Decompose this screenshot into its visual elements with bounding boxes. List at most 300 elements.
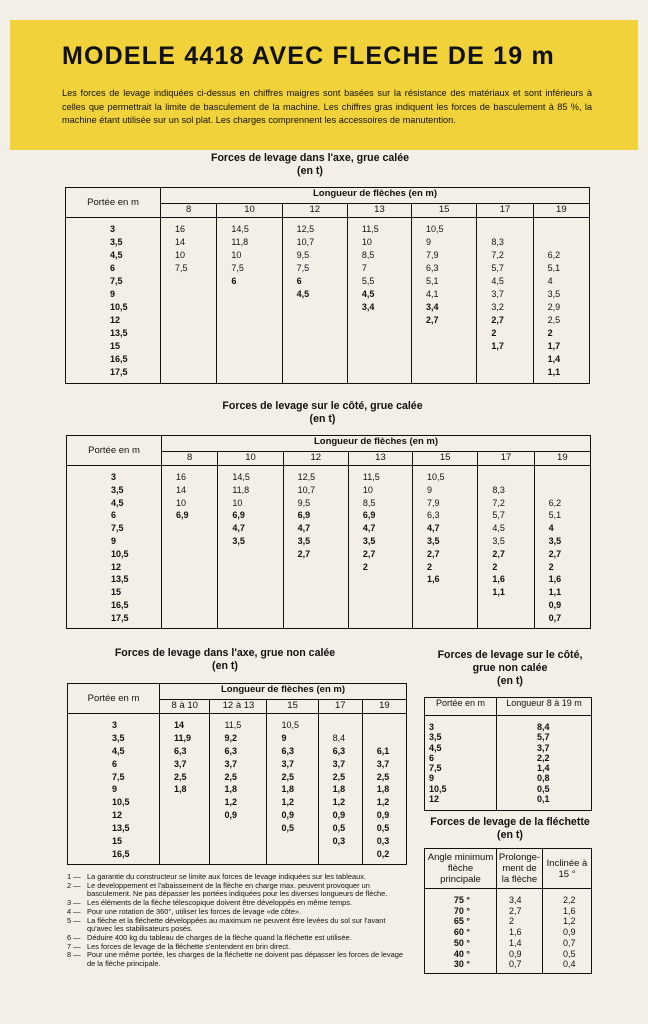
value-cell <box>318 720 362 733</box>
porte-cell: 3,5 <box>66 237 161 250</box>
value-cell: 6 <box>282 276 347 289</box>
table-row <box>66 276 590 289</box>
footnote-number: 3 — <box>67 898 81 908</box>
value-cell <box>162 536 218 549</box>
value-cell: 2,7 <box>413 549 478 562</box>
table-row <box>425 784 592 794</box>
table2-title <box>160 400 485 426</box>
value-cell: 6,3 <box>318 746 362 759</box>
value-cell: 1,7 <box>477 341 533 354</box>
table-row <box>68 746 407 759</box>
value-cell: 7 <box>347 263 411 276</box>
footnote-text: La garantie du constructeur se limite aux forces de levage indiquées sur les tableaux. <box>87 872 366 881</box>
porte-cell: 3 <box>67 472 162 485</box>
value-cell: 3,5 <box>534 536 590 549</box>
table-row <box>67 600 591 613</box>
footnote-number: 1 — <box>67 872 81 881</box>
value-cell: 6,9 <box>283 510 348 523</box>
table2-title-line2: (en t) <box>309 413 336 425</box>
footnote-number: 6 — <box>67 932 81 942</box>
table-row <box>425 949 592 960</box>
value-cell: 0,5 <box>318 823 362 836</box>
value-cell: 0,9 <box>534 600 590 613</box>
table-row <box>67 472 591 485</box>
value-cell <box>217 302 282 315</box>
prolongement-header: Prolonge- ment de la flèche <box>497 849 543 889</box>
table-row <box>68 836 407 849</box>
footnote-text: Pour une même portée, les charges de la fléchette ne doivent pas dépasser les forces de levage de la flèche principale. <box>87 950 403 969</box>
value-cell: 2,5 <box>210 772 267 785</box>
table-row <box>425 916 592 927</box>
value-cell: 1,6 <box>478 574 534 587</box>
porte-cell: 3 <box>66 224 161 237</box>
column-header: 12 <box>282 204 347 218</box>
value-cell <box>162 523 218 536</box>
porte-cell: 15 <box>66 341 161 354</box>
value-cell: 1,2 <box>362 797 406 810</box>
column-header: 15 <box>267 700 318 714</box>
value-cell: 2 <box>478 562 534 575</box>
value-cell: 11,5 <box>347 224 411 237</box>
value-cell: 14 <box>174 720 185 730</box>
value-cell: 3,7 <box>210 759 267 772</box>
footnote-text: Les éléments de la flèche télescopique doivent être développés en même temps. <box>87 898 352 908</box>
value-cell <box>162 587 218 600</box>
value-cell <box>412 354 477 367</box>
value-cell <box>282 302 347 315</box>
table1-title-line2: (en t) <box>297 165 323 177</box>
porte-cell: 9 <box>425 773 497 783</box>
value-cell: 4,7 <box>283 523 348 536</box>
value-cell <box>162 562 218 575</box>
value-cell: 3,7 <box>174 758 187 769</box>
value-cell: 4,7 <box>413 523 478 536</box>
value-cell <box>362 720 406 733</box>
value-cell: 3,7 <box>318 759 362 772</box>
value-cell: 6,3 <box>174 745 187 756</box>
table4-title-line3: (en t) <box>497 675 523 687</box>
column-header: 17 <box>477 204 533 218</box>
value-cell: 6,9 <box>348 510 412 523</box>
value-cell: 2 <box>348 562 412 575</box>
value-cell: 2 <box>534 562 590 575</box>
table-row <box>68 733 407 746</box>
value-cell <box>217 354 282 367</box>
value-cell <box>210 836 267 849</box>
porte-cell: 4,5 <box>67 498 162 511</box>
value-cell: 3,4 <box>347 302 411 315</box>
value-cell: 7,2 <box>477 250 533 263</box>
porte-cell: 16,5 <box>66 354 161 367</box>
value-cell: 4,7 <box>348 523 412 536</box>
value-cell <box>283 613 348 626</box>
footnote-text: Les forces de levage de la fléchette s'entendent en brin direct. <box>87 941 291 951</box>
value-cell: 5,7 <box>537 732 550 743</box>
value-cell <box>160 836 210 849</box>
value-cell: 1,8 <box>318 784 362 797</box>
column-header: 10 <box>218 452 283 466</box>
value-cell <box>478 600 534 613</box>
porte-cell: 13,5 <box>68 823 160 836</box>
value-cell: 2,2 <box>537 752 550 763</box>
value-cell: 9,2 <box>210 733 267 746</box>
table-row <box>425 753 592 763</box>
table-row <box>67 613 591 626</box>
value-cell: 2,7 <box>348 549 412 562</box>
value-cell: 1,8 <box>267 784 318 797</box>
value-cell <box>160 810 210 823</box>
value-cell: 1,2 <box>267 797 318 810</box>
footnote-number: 2 — <box>67 880 81 890</box>
table-row <box>68 797 407 810</box>
value-cell <box>282 328 347 341</box>
table4 <box>424 697 592 811</box>
porte-cell: 7,5 <box>68 772 160 785</box>
value-cell: 4 <box>533 276 589 289</box>
value-cell: 2 <box>413 562 478 575</box>
table-row <box>425 889 592 906</box>
value-cell: 1,7 <box>533 341 589 354</box>
value-cell: 14 <box>175 237 186 247</box>
table-row <box>67 485 591 498</box>
value-cell: 4,7 <box>218 523 283 536</box>
porte-cell: 3,5 <box>67 485 162 498</box>
table-row <box>66 328 590 341</box>
column-header: 8 à 10 <box>160 700 210 714</box>
value-cell: 7,5 <box>175 263 188 273</box>
value-cell: 10 <box>347 237 411 250</box>
title-banner <box>10 20 638 150</box>
value-cell <box>162 613 218 626</box>
value-cell: 4,5 <box>347 289 411 302</box>
porte-header: Portée en m <box>425 698 497 716</box>
porte-cell: 12 <box>68 810 160 823</box>
value-cell <box>282 354 347 367</box>
value-cell <box>217 328 282 341</box>
table-row <box>425 763 592 773</box>
value-cell: 4,5 <box>477 276 533 289</box>
value-cell <box>282 315 347 328</box>
value-cell: 11,9 <box>174 732 192 743</box>
column-header: 12 <box>283 452 348 466</box>
value-cell <box>283 574 348 587</box>
footnote-item <box>67 882 409 899</box>
value-cell: 4,5 <box>282 289 347 302</box>
table-row <box>67 523 591 536</box>
table4-title-line1: Forces de levage sur le côté, <box>437 649 583 661</box>
value-cell <box>282 367 347 380</box>
value-cell <box>161 302 217 315</box>
value-cell: 0,3 <box>318 836 362 849</box>
inclinee-cell: 0,7 <box>563 937 576 948</box>
value-cell: 3,4 <box>412 302 477 315</box>
value-cell <box>318 849 362 862</box>
table3 <box>67 683 407 865</box>
value-cell <box>348 613 412 626</box>
table-row <box>425 773 592 783</box>
porte-cell: 6 <box>425 753 497 763</box>
value-cell: 9 <box>412 237 477 250</box>
table4-title <box>420 649 600 688</box>
value-cell: 6,2 <box>533 250 589 263</box>
table-row <box>67 549 591 562</box>
table-row <box>66 354 590 367</box>
porte-cell: 15 <box>68 836 160 849</box>
value-cell: 2,9 <box>533 302 589 315</box>
value-cell <box>218 574 283 587</box>
value-cell: 3,7 <box>537 742 550 753</box>
value-cell <box>412 341 477 354</box>
value-cell: 5,7 <box>477 263 533 276</box>
value-cell: 10,5 <box>267 720 318 733</box>
value-cell <box>347 367 411 380</box>
table-row <box>66 224 590 237</box>
value-cell: 8,3 <box>478 485 534 498</box>
value-cell <box>478 472 534 485</box>
value-cell <box>348 574 412 587</box>
porte-cell: 12 <box>66 315 161 328</box>
table-row <box>68 720 407 733</box>
value-cell <box>348 600 412 613</box>
column-header: 12 à 13 <box>210 700 267 714</box>
value-cell <box>534 485 590 498</box>
value-cell: 5,1 <box>534 510 590 523</box>
value-cell: 4 <box>534 523 590 536</box>
table5 <box>424 848 592 974</box>
value-cell: 11,8 <box>217 237 282 250</box>
value-cell: 11,5 <box>210 720 267 733</box>
value-cell: 0,9 <box>362 810 406 823</box>
table-row <box>68 784 407 797</box>
value-cell <box>534 472 590 485</box>
value-cell: 7,9 <box>413 498 478 511</box>
prolongement-cell: 0,7 <box>497 959 543 970</box>
table-row <box>425 732 592 742</box>
value-cell: 1,8 <box>362 784 406 797</box>
value-cell: 2,7 <box>412 315 477 328</box>
value-cell: 10,7 <box>283 485 348 498</box>
value-cell <box>478 613 534 626</box>
value-cell: 0,2 <box>362 849 406 862</box>
value-cell: 2,7 <box>283 549 348 562</box>
porte-cell: 6 <box>68 759 160 772</box>
value-cell: 8,4 <box>318 733 362 746</box>
prolongement-cell: 1,4 <box>497 938 543 949</box>
value-cell <box>347 315 411 328</box>
value-cell: 3,5 <box>413 536 478 549</box>
value-cell: 1,1 <box>533 367 589 380</box>
porte-cell: 17,5 <box>67 613 162 626</box>
inclinee-cell: 0,9 <box>563 927 576 938</box>
table-row <box>67 536 591 549</box>
porte-cell: 7,5 <box>66 276 161 289</box>
value-cell: 2,5 <box>533 315 589 328</box>
column-header: 13 <box>348 452 412 466</box>
value-cell <box>161 315 217 328</box>
footnote-number: 5 — <box>67 915 81 925</box>
table-row <box>67 587 591 600</box>
value-cell: 10 <box>348 485 412 498</box>
porte-cell: 7,5 <box>425 763 497 773</box>
value-cell: 7,5 <box>217 263 282 276</box>
table1 <box>65 187 590 384</box>
value-cell <box>218 600 283 613</box>
value-cell <box>412 367 477 380</box>
table-row <box>425 794 592 804</box>
value-cell <box>477 354 533 367</box>
value-cell: 6,1 <box>362 746 406 759</box>
value-cell <box>161 276 217 289</box>
value-cell <box>283 600 348 613</box>
value-cell <box>348 587 412 600</box>
value-cell <box>161 289 217 302</box>
table-row <box>67 510 591 523</box>
value-cell: 3,2 <box>477 302 533 315</box>
porte-header: Portée en m <box>68 684 160 714</box>
value-cell: 4,1 <box>412 289 477 302</box>
table-row <box>425 927 592 938</box>
porte-cell: 15 <box>67 587 162 600</box>
value-cell <box>413 600 478 613</box>
angle-cell: 60 ° <box>425 927 497 938</box>
value-cell: 6 <box>217 276 282 289</box>
value-cell: 12,5 <box>282 224 347 237</box>
value-cell: 10 <box>217 250 282 263</box>
table-row <box>68 849 407 862</box>
table-row <box>68 823 407 836</box>
footnote-text: Pour une rotation de 360°, utiliser les forces de levage «de côte». <box>87 906 302 916</box>
value-cell <box>217 341 282 354</box>
table-row <box>67 574 591 587</box>
value-cell: 7,5 <box>282 263 347 276</box>
value-cell: 5,7 <box>478 510 534 523</box>
column-header: 19 <box>534 452 590 466</box>
porte-cell: 6 <box>66 263 161 276</box>
value-cell <box>413 587 478 600</box>
porte-cell: 9 <box>67 536 162 549</box>
table-row <box>425 743 592 753</box>
value-cell: 0,5 <box>362 823 406 836</box>
value-cell: 6,3 <box>210 746 267 759</box>
table5-title <box>420 816 600 842</box>
value-cell: 9,5 <box>282 250 347 263</box>
value-cell: 3,5 <box>478 536 534 549</box>
value-cell: 0,9 <box>318 810 362 823</box>
value-cell <box>218 562 283 575</box>
value-cell <box>347 354 411 367</box>
value-cell <box>161 354 217 367</box>
inclinee-cell: 2,2 <box>563 895 576 905</box>
table3-title-line2: (en t) <box>212 660 238 672</box>
value-cell <box>533 237 589 250</box>
angle-cell: 75 ° <box>425 889 497 906</box>
column-header: 19 <box>362 700 406 714</box>
value-cell: 2,7 <box>477 315 533 328</box>
inclinee-cell: 1,2 <box>563 916 576 927</box>
value-cell: 7,9 <box>412 250 477 263</box>
value-cell: 10,5 <box>412 224 477 237</box>
table-row <box>66 367 590 380</box>
value-cell <box>218 587 283 600</box>
value-cell: 9,5 <box>283 498 348 511</box>
value-cell: 10 <box>176 497 187 508</box>
angle-cell: 50 ° <box>425 938 497 949</box>
value-cell: 6,2 <box>534 498 590 511</box>
prolongement-cell: 3,4 <box>497 889 543 906</box>
table3-title-line1: Forces de levage dans l'axe, grue non calée <box>114 647 336 659</box>
value-cell: 11,5 <box>348 472 412 485</box>
value-cell: 4,5 <box>478 523 534 536</box>
page-title: MODELE 4418 AVEC FLECHE DE 19 m <box>62 42 555 70</box>
angle-cell: 40 ° <box>425 949 497 960</box>
length-header: Longueur de flèches (en m) <box>162 436 591 452</box>
value-cell: 1,1 <box>478 587 534 600</box>
porte-cell: 12 <box>67 562 162 575</box>
column-header: 17 <box>318 700 362 714</box>
value-cell <box>162 549 218 562</box>
value-cell <box>210 849 267 862</box>
porte-cell: 10,5 <box>68 797 160 810</box>
table1-title <box>160 152 460 178</box>
value-cell: 3,7 <box>267 759 318 772</box>
prolongement-cell: 2 <box>497 916 543 927</box>
inclinee-cell: 1,6 <box>563 905 576 916</box>
value-cell <box>413 613 478 626</box>
value-cell <box>477 367 533 380</box>
porte-cell: 6 <box>67 510 162 523</box>
footnote-number: 4 — <box>67 906 81 916</box>
table5-title-line1: Forces de levage de la fléchette <box>430 816 590 828</box>
column-header: 15 <box>412 204 477 218</box>
table1-title-line1: Forces de levage dans l'axe, grue calée <box>210 152 410 164</box>
porte-cell: 4,5 <box>425 743 497 753</box>
table-row <box>68 810 407 823</box>
column-header: 10 <box>217 204 282 218</box>
value-cell: 0,8 <box>537 773 550 784</box>
value-cell: 1,4 <box>533 354 589 367</box>
table-row <box>425 938 592 949</box>
value-cell: 12,5 <box>283 472 348 485</box>
porte-cell: 16,5 <box>67 600 162 613</box>
angle-cell: 65 ° <box>425 916 497 927</box>
value-cell: 6,9 <box>176 510 189 521</box>
footnote-text: Déduire 400 kg du tableau de charges de la flèche quand la fléchette est utilisée. <box>87 932 352 942</box>
value-cell: 1,8 <box>210 784 267 797</box>
column-header: 8 <box>162 452 218 466</box>
table-row <box>425 716 592 733</box>
value-cell: 10 <box>218 498 283 511</box>
value-cell: 2 <box>477 328 533 341</box>
angle-cell: 70 ° <box>425 906 497 917</box>
porte-header: Portée en m <box>66 188 161 218</box>
table3-title <box>80 647 370 673</box>
value-cell: 3,5 <box>348 536 412 549</box>
inclinee-cell: 0,5 <box>563 948 576 959</box>
footnote-text: La flèche et la fléchette développées au maximum ne peuvent être levées du sol sur l'avant qu'avec les stabilisateurs posés. <box>87 915 386 934</box>
value-cell <box>160 823 210 836</box>
value-cell: 0,9 <box>210 810 267 823</box>
value-cell <box>161 367 217 380</box>
value-cell: 0,3 <box>362 836 406 849</box>
value-cell <box>160 797 210 810</box>
prolongement-cell: 0,9 <box>497 949 543 960</box>
value-cell: 14,5 <box>217 224 282 237</box>
table-row <box>425 906 592 917</box>
table-row <box>66 250 590 263</box>
table-row <box>68 772 407 785</box>
value-cell <box>217 289 282 302</box>
value-cell: 6,3 <box>413 510 478 523</box>
